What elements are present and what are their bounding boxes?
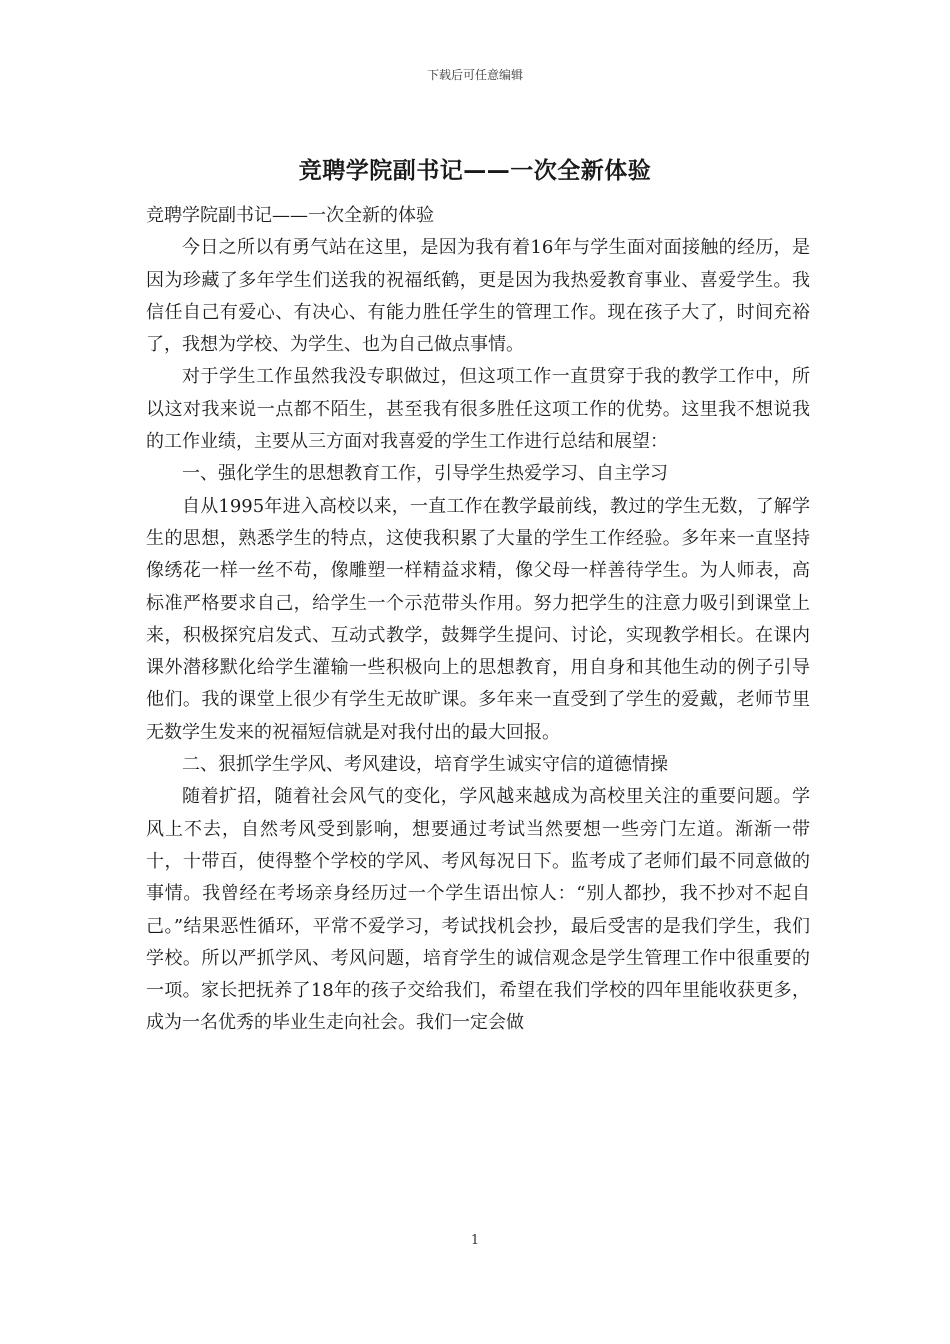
body-paragraph: 随着扩招，随着社会风气的变化，学风越来越成为高校里关注的重要问题。学风上不去，自然考风受到影响，想要通过考试当然要想一些旁门左道。渐渐一带十，十带百，使得整个学校的学风、考风每况日下。监考成了老师们最不同意做的事情。我曾经在考场亲身经历过一个学生语出惊人：“别人都抄，我不抄对不起自己。”结果恶性循环，平常不爱学习，考试找机会抄，最后受害的是我们学生，我们学校。所以严抓学风、考风问题，培育学生的诚信观念是学生管理工作中很重要的一项。家长把抚养了18年的孩子交给我们，希望在我们学校的四年里能收获更多，成为一名优秀的毕业生走向社会。我们一定会做 <box>146 786 810 1034</box>
subtitle-paragraph: 竞聘学院副书记——一次全新的体验 <box>146 205 434 226</box>
section-heading-1: 一、强化学生的思想教育工作，引导学生热爱学习、自主学习 <box>182 463 668 485</box>
document-body <box>146 200 810 1040</box>
section-heading-2: 二、狠抓学生学风、考风建设，培育学生诚实守信的道德情操 <box>182 754 668 776</box>
document-title: 竞聘学院副书记——一次全新体验 <box>298 158 652 184</box>
body-paragraph: 今日之所以有勇气站在这里，是因为我有着16年与学生面对面接触的经历，是因为珍藏了多年学生们送我的祝福纸鹤，更是因为我热爱教育事业、喜爱学生。我信任自己有爱心、有决心、有能力胜任学生的管理工作。现在孩子大了，时间充裕了，我想为学校、为学生、也为自己做点事情。 <box>146 237 810 356</box>
page-number: 1 <box>470 1233 480 1248</box>
page-header-note: 下载后可任意编辑 <box>426 68 523 82</box>
body-paragraph: 自从1995年进入高校以来，一直工作在教学最前线，教过的学生无数，了解学生的思想，熟悉学生的特点，这使我积累了大量的学生工作经验。多年来一直坚持像绣花一样一丝不苟，像雕塑一样精益求精，像父母一样善待学生。为人师表，高标准严格要求自己，给学生一个示范带头作用。努力把学生的注意力吸引到课堂上来，积极探究启发式、互动式教学，鼓舞学生提问、讨论，实现教学相长。在课内课外潜移默化给学生灌输一些积极向上的思想教育，用自身和其他生动的例子引导他们。我的课堂上很少有学生无故旷课。多年来一直受到了学生的爱戴，老师节里无数学生发来的祝福短信就是对我付出的最大回报。 <box>146 495 810 743</box>
body-paragraph: 对于学生工作虽然我没专职做过，但这项工作一直贯穿于我的教学工作中，所以这对我来说一点都不陌生，甚至我有很多胜任这项工作的优势。这里我不想说我的工作业绩，主要从三方面对我喜爱的学生工作进行总结和展望： <box>146 366 810 453</box>
